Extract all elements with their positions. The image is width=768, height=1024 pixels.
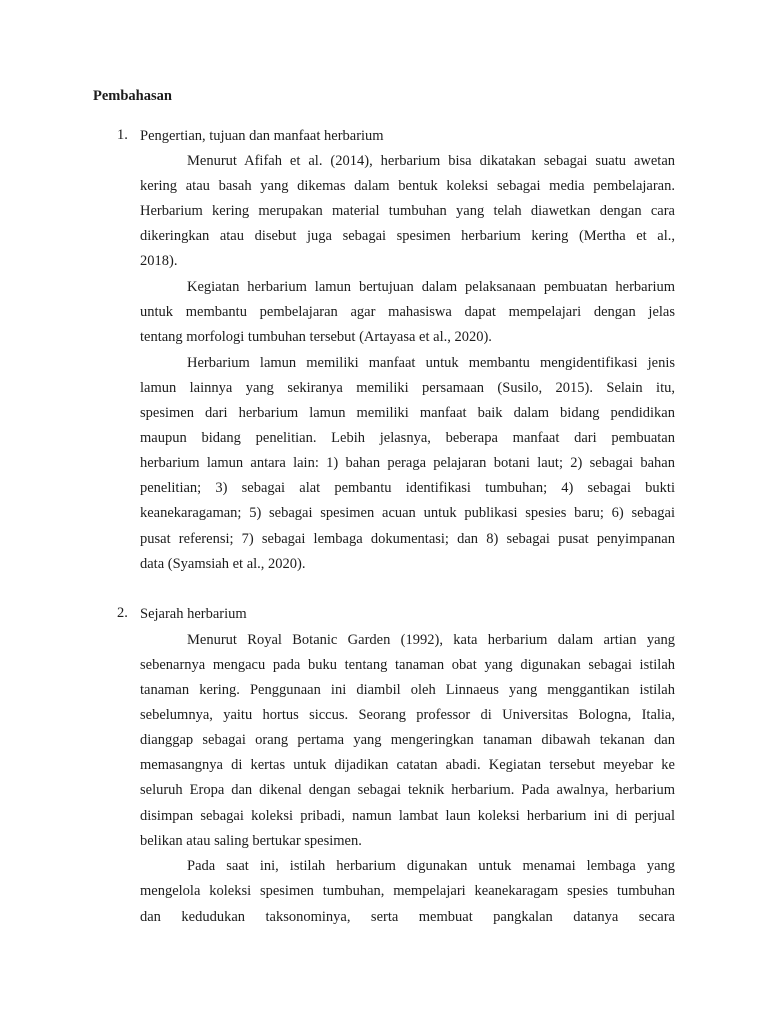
- section-2-number: 2.: [117, 605, 128, 621]
- paragraph-line: 2018).: [140, 253, 178, 269]
- paragraph-line: Kegiatan herbarium lamun bertujuan dalam pelaksanaan pembuatan herbarium: [187, 279, 675, 295]
- paragraph-line: sebenarnya mengacu pada buku tentang tanaman obat yang digunakan sebagai istilah: [140, 657, 675, 673]
- paragraph-line: Menurut Royal Botanic Garden (1992), kata herbarium dalam artian yang: [187, 632, 675, 648]
- paragraph-line: dan kedudukan taksonominya, serta membuat pangkalan datanya secara: [140, 909, 675, 925]
- paragraph-line: penelitian; 3) sebagai alat pembantu identifikasi tumbuhan; 4) sebagai bukti: [140, 480, 675, 496]
- paragraph-line: dikeringkan atau disebut juga sebagai spesimen herbarium kering (Mertha et al.,: [140, 228, 675, 244]
- paragraph-line: dianggap sebagai orang pertama yang mengeringkan tanaman dibawah tekanan dan: [140, 732, 675, 748]
- paragraph-line: tentang morfologi tumbuhan tersebut (Artayasa et al., 2020).: [140, 329, 492, 345]
- paragraph-line: mengelola koleksi spesimen tumbuhan, mempelajari keanekaragam spesies tumbuhan: [140, 883, 675, 899]
- paragraph-line: Menurut Afifah et al. (2014), herbarium bisa dikatakan sebagai suatu awetan: [187, 153, 675, 169]
- paragraph-line: sebelumnya, yaitu hortus siccus. Seorang professor di Universitas Bologna, Italia,: [140, 707, 675, 723]
- paragraph-line: data (Syamsiah et al., 2020).: [140, 556, 306, 572]
- paragraph-line: disimpan sebagai koleksi pribadi, namun lambat laun koleksi herbarium ini di perjual: [140, 808, 675, 824]
- paragraph-line: pusat referensi; 7) sebagai lembaga dokumentasi; dan 8) sebagai pusat penyimpanan: [140, 531, 675, 547]
- section-1-title: Pengertian, tujuan dan manfaat herbarium: [140, 128, 384, 144]
- paragraph-line: untuk membantu pembelajaran agar mahasiswa dapat mempelajari dengan jelas: [140, 304, 675, 320]
- paragraph-line: tanaman kering. Penggunaan ini diambil oleh Linnaeus yang menggantikan istilah: [140, 682, 675, 698]
- paragraph-line: herbarium lamun antara lain: 1) bahan peraga pelajaran botani laut; 2) sebagai bahan: [140, 455, 675, 471]
- paragraph-line: seluruh Eropa dan dikenal dengan sebagai teknik herbarium. Pada awalnya, herbarium: [140, 782, 675, 798]
- paragraph-line: kering atau basah yang dikemas dalam bentuk koleksi sebagai media pembelajaran.: [140, 178, 675, 194]
- paragraph-line: memasangnya di kertas untuk dijadikan catatan abadi. Kegiatan tersebut meyebar ke: [140, 757, 675, 773]
- section-1-number: 1.: [117, 127, 128, 143]
- paragraph-line: lamun lainnya yang sekiranya memiliki persamaan (Susilo, 2015). Selain itu,: [140, 380, 675, 396]
- paragraph-line: Herbarium kering merupakan material tumbuhan yang telah diawetkan dengan cara: [140, 203, 675, 219]
- section-2-title: Sejarah herbarium: [140, 606, 247, 622]
- page-heading: Pembahasan: [93, 88, 172, 104]
- paragraph-line: belikan atau saling bertukar spesimen.: [140, 833, 362, 849]
- paragraph-line: Herbarium lamun memiliki manfaat untuk membantu mengidentifikasi jenis: [187, 355, 675, 371]
- paragraph-line: keanekaragaman; 5) sebagai spesimen acuan untuk publikasi spesies baru; 6) sebagai: [140, 505, 675, 521]
- paragraph-line: maupun bidang penelitian. Lebih jelasnya, beberapa manfaat dari pembuatan: [140, 430, 675, 446]
- paragraph-line: Pada saat ini, istilah herbarium digunakan untuk menamai lembaga yang: [187, 858, 675, 874]
- paragraph-line: spesimen dari herbarium lamun memiliki manfaat baik dalam bidang pendidikan: [140, 405, 675, 421]
